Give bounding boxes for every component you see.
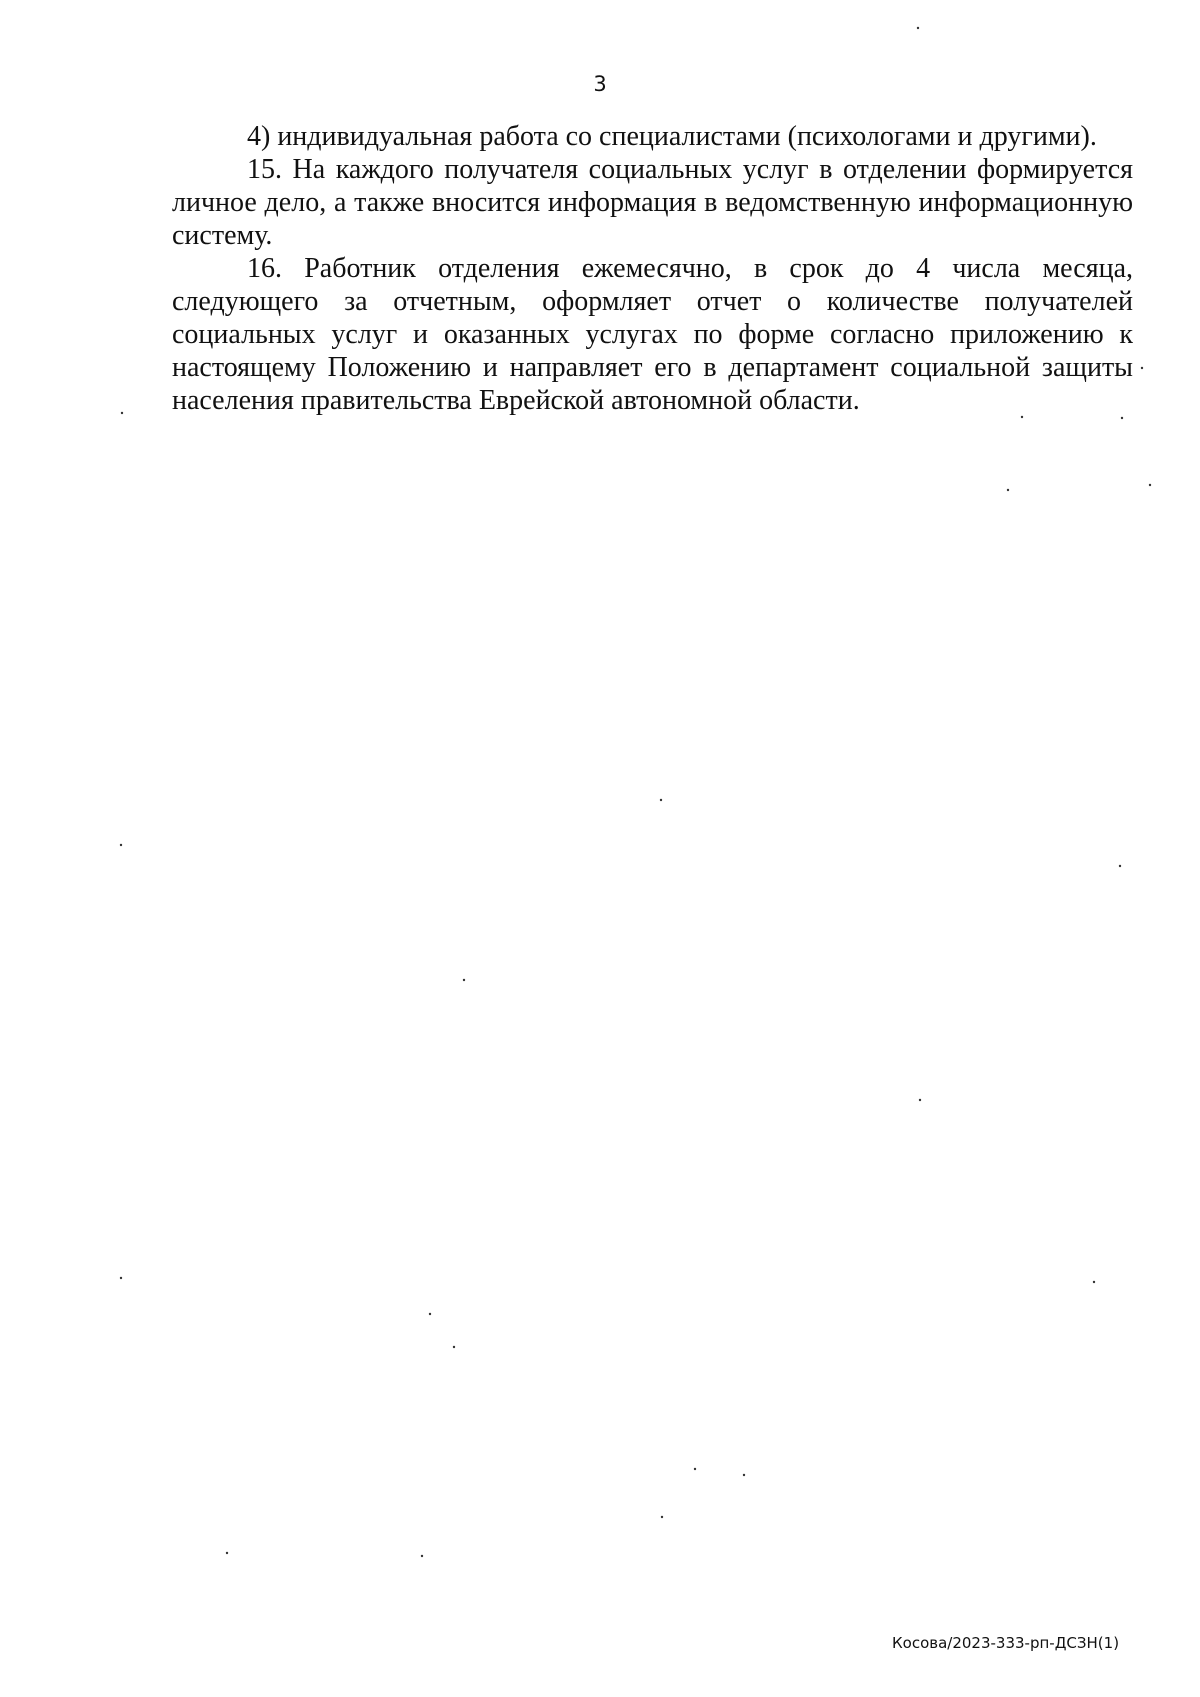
scan-speck xyxy=(226,1552,228,1554)
scan-speck xyxy=(1093,1281,1095,1283)
list-item-4: 4) индивидуальная работа со специалистами (психологами и другими). xyxy=(247,121,1097,152)
scan-speck xyxy=(120,1277,122,1279)
scan-speck xyxy=(1149,484,1151,486)
scan-speck xyxy=(1119,865,1121,867)
paragraph-15: 15. На каждого получателя социальных услуг в отделении формируется личное дело, а также вносится информация в ведомственную информационную систему. xyxy=(172,154,1133,251)
scan-speck xyxy=(1121,417,1123,419)
scan-speck xyxy=(661,1516,663,1518)
scan-speck xyxy=(743,1474,745,1476)
page-number: 3 xyxy=(593,72,607,96)
scan-speck xyxy=(919,1099,921,1101)
scan-speck xyxy=(1021,416,1023,418)
scan-speck xyxy=(694,1468,696,1470)
scan-speck xyxy=(453,1346,455,1348)
scan-speck xyxy=(120,844,122,846)
scan-speck xyxy=(429,1313,431,1315)
scan-speck xyxy=(660,799,662,801)
scan-speck xyxy=(1141,367,1143,369)
scan-speck xyxy=(917,27,919,29)
scan-speck xyxy=(421,1555,423,1557)
document-reference: Косова/2023-333-рп-ДСЗН(1) xyxy=(892,1634,1120,1652)
scan-speck xyxy=(463,979,465,981)
paragraph-16: 16. Работник отделения ежемесячно, в срок до 4 числа месяца, следующего за отчетным, оформляет отчет о количестве получателей социальных услуг и оказанных услугах по форме согласно приложению к настоящему Положению и направляет его в департамент социальной защиты населения правительства Еврейской автономной области. xyxy=(172,253,1133,416)
scan-speck xyxy=(121,412,123,414)
scan-speck xyxy=(1007,489,1009,491)
